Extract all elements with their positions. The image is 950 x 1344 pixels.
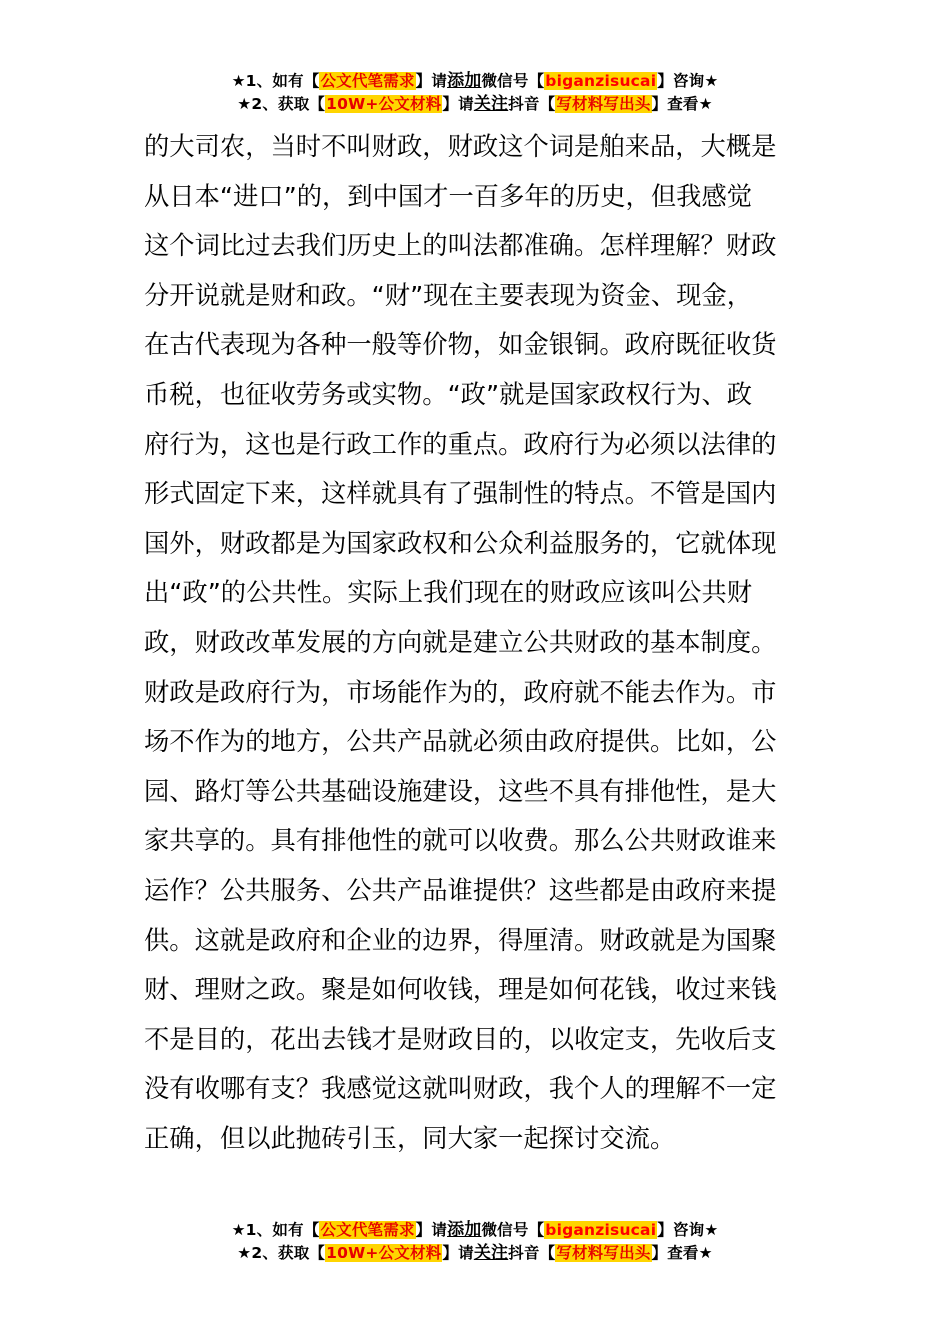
promo-text: 】咨询★ bbox=[657, 1221, 719, 1239]
text-line: 不是目的，花出去钱才是财政目的，以收定支，先收后支 bbox=[144, 1024, 777, 1054]
promo-line-1 bbox=[0, 70, 950, 93]
promo-text: 抖音【 bbox=[508, 95, 556, 113]
highlight-douyin-account: 写材料写出头 bbox=[556, 1244, 651, 1262]
text-line: 正确，但以此抛砖引玉，同大家一起探讨交流。 bbox=[144, 1123, 676, 1153]
highlight-materials: 10W+公文材料 bbox=[326, 95, 442, 113]
promo-text: 】请 bbox=[415, 1221, 448, 1239]
promo-text: 】查看★ bbox=[651, 1244, 713, 1262]
text-line: 形式固定下来，这样就具有了强制性的特点。不管是国内 bbox=[144, 479, 777, 509]
text-line: 财政是政府行为，市场能作为的，政府就不能去作为。市 bbox=[144, 677, 777, 707]
text-line: 供。这就是政府和企业的边界，得厘清。财政就是为国聚 bbox=[144, 925, 777, 955]
header-promo-banner bbox=[0, 70, 950, 116]
highlight-materials: 10W+公文材料 bbox=[326, 1244, 442, 1262]
promo-text: 】咨询★ bbox=[657, 72, 719, 90]
underlined-add: 添加 bbox=[447, 71, 482, 91]
text-line: 府行为，这也是行政工作的重点。政府行为必须以法律的 bbox=[144, 429, 777, 459]
body-paragraph bbox=[144, 122, 809, 1163]
promo-text: 抖音【 bbox=[508, 1244, 556, 1262]
promo-text: ★2、获取【 bbox=[237, 1244, 326, 1262]
text-line: 场不作为的地方，公共产品就必须由政府提供。比如，公 bbox=[144, 727, 777, 757]
text-line: 园、路灯等公共基础设施建设，这些不具有排他性，是大 bbox=[144, 776, 777, 806]
promo-line-2 bbox=[0, 1242, 950, 1265]
text-line: 运作？公共服务、公共产品谁提供？这些都是由政府来提 bbox=[144, 875, 777, 905]
promo-line-1 bbox=[0, 1219, 950, 1242]
text-line: 这个词比过去我们历史上的叫法都准确。怎样理解？财政 bbox=[144, 231, 777, 261]
highlight-wechat-id: biganzisucai bbox=[545, 1221, 657, 1239]
footer-promo-banner bbox=[0, 1219, 950, 1265]
promo-text: 】请 bbox=[442, 95, 474, 113]
text-line: 财、理财之政。聚是如何收钱，理是如何花钱，收过来钱 bbox=[144, 975, 777, 1005]
highlight-wechat-id: biganzisucai bbox=[545, 72, 657, 90]
text-line: 出“政”的公共性。实际上我们现在的财政应该叫公共财 bbox=[144, 578, 753, 608]
highlight-service: 公文代笔需求 bbox=[320, 1221, 415, 1239]
promo-text: ★1、如有【 bbox=[231, 72, 320, 90]
promo-text: 】查看★ bbox=[651, 95, 713, 113]
text-line: 没有收哪有支？我感觉这就叫财政，我个人的理解不一定 bbox=[144, 1074, 777, 1104]
text-line: 国外，财政都是为国家政权和公众利益服务的，它就体现 bbox=[144, 528, 777, 558]
promo-text: 】请 bbox=[442, 1244, 474, 1262]
text-line: 从日本“进口”的，到中国才一百多年的历史，但我感觉 bbox=[144, 181, 753, 211]
text-line: 币税，也征收劳务或实物。“政”就是国家政权行为、政 bbox=[144, 379, 753, 409]
text-line: 的大司农，当时不叫财政，财政这个词是舶来品，大概是 bbox=[144, 132, 777, 161]
promo-text: ★1、如有【 bbox=[231, 1221, 320, 1239]
text-line: 政，财政改革发展的方向就是建立公共财政的基本制度。 bbox=[144, 627, 777, 657]
promo-text: 微信号【 bbox=[481, 72, 545, 90]
underlined-follow: 关注 bbox=[473, 1243, 509, 1263]
highlight-douyin-account: 写材料写出头 bbox=[556, 95, 651, 113]
promo-line-2 bbox=[0, 93, 950, 116]
text-line: 在古代表现为各种一般等价物，如金银铜。政府既征收货 bbox=[144, 330, 777, 360]
text-line: 家共享的。具有排他性的就可以收费。那么公共财政谁来 bbox=[144, 826, 777, 856]
promo-text: 】请 bbox=[415, 72, 448, 90]
promo-text: ★2、获取【 bbox=[237, 95, 326, 113]
promo-text: 微信号【 bbox=[481, 1221, 545, 1239]
underlined-add: 添加 bbox=[447, 1220, 482, 1240]
highlight-service: 公文代笔需求 bbox=[320, 72, 415, 90]
text-line: 分开说就是财和政。“财”现在主要表现为资金、现金， bbox=[144, 280, 753, 310]
underlined-follow: 关注 bbox=[473, 94, 509, 114]
